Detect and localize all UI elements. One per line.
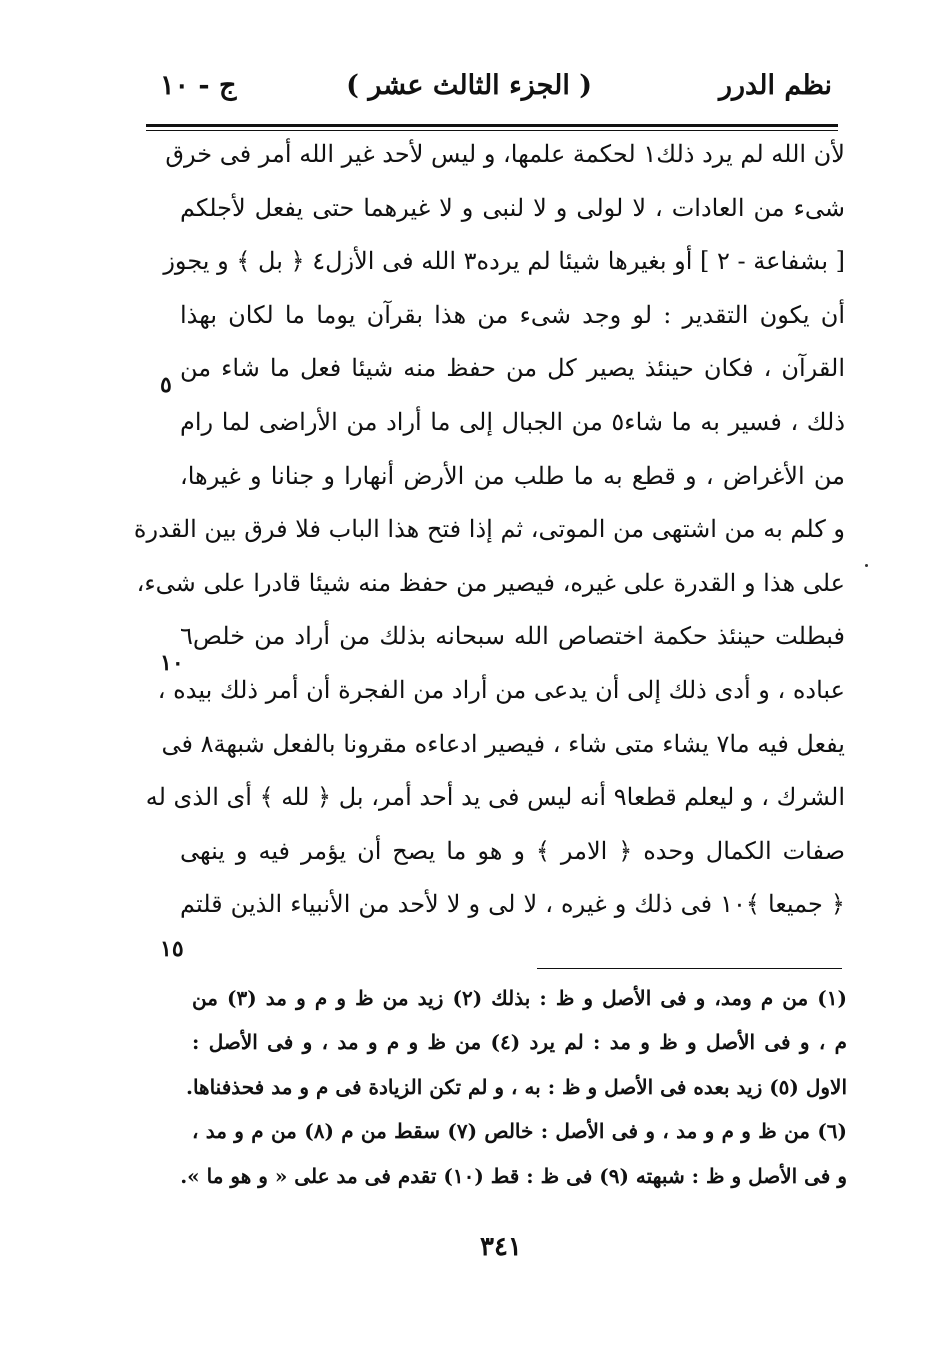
text-line: القرآن ، فكان حينئذ يصير كل من حفظ منه شيئا فعل ما شاء من xyxy=(180,354,845,383)
header-rule-thick xyxy=(146,124,838,127)
line-number-15: ١٥ xyxy=(160,936,184,962)
text-line: صفات الكمال وحده ﴿ الامر ﴾ و هو ما يصح أن يؤمر فيه و ينهى xyxy=(180,836,845,865)
text-line: الشرك ، و ليعلم قطعا٩ أنه ليس فى يد أحد أمر، بل ﴿ لله ﴾ أى الذى له xyxy=(145,783,845,812)
text-line: ذلك ، فسير به ما شاء٥ من الجبال إلى ما أراد من الأراضى لما رام xyxy=(180,407,846,436)
line-number-5: ٥ xyxy=(160,372,172,398)
text-line: من الأغراض ، و قطع به ما طلب من الأرض أنهارا و جنانا و غيرها، xyxy=(180,461,845,490)
running-header xyxy=(160,70,832,116)
text-line: فبطلت حينئذ حكمة اختصاص الله سبحانه بذلك من أراد من خلص٦ xyxy=(180,622,845,651)
volume-number: ج - ١٠ xyxy=(160,70,237,101)
footnotes xyxy=(180,976,848,1198)
text-line: لأن الله لم يرد ذلك١ لحكمة علمها، و ليس لأحد غير الله أمر فى خرق xyxy=(165,140,845,168)
ink-speck xyxy=(865,564,868,567)
text-line: ﴿ جميعا ﴾١٠ فى ذلك و غيره ، لا لى و لا لأحد من الأنبياء الذين قلتم xyxy=(180,890,845,919)
footnote-line: الاول (٥) زيد بعده فى الأصل و ظ : به ، و لم تكن الزيادة فى م و مد فحذفناها. xyxy=(185,1074,847,1099)
line-number-10: ١٠ xyxy=(160,650,184,676)
book-title: نظم الدرر xyxy=(718,70,832,101)
text-line: عباده ، و أدى ذلك إلى أن يدعى من أراد من الفجرة أن أمر ذلك بيده ، xyxy=(157,675,845,704)
text-line: على هذا و القدرة على غيره، فيصير من حفظ منه شيئا قادرا على شىء، xyxy=(136,568,845,597)
footnote-line: (١) من م ومد، و فى الأصل و ظ : بذلك (٢) زيد من ظ و م و مد (٣) من xyxy=(192,986,847,1010)
text-line: [ بشفاعة - ٢ ] أو بغيرها شيئا لم يرده٣ الله فى الأزل٤ ﴿ بل ﴾ و يجوز xyxy=(163,247,845,276)
footnote-line: (٦) من ظ و م و مد ، و فى الأصل : خالص (٧) سقط من م (٨) من م و مد ، xyxy=(192,1119,848,1144)
text-line: و كلم به من اشتهى من الموتى، ثم إذا فتح هذا الباب فلا فرق بين القدرة xyxy=(133,515,845,544)
footnote-line: م ، و فى الأصل و ظ و مد : لم يرد (٤) من ظ و م و مد ، و فى الأصل : xyxy=(192,1030,847,1055)
main-text xyxy=(133,128,846,932)
text-line: شىء من العادات ، لا لولى و لا لنبى و لا غيرهما حتى يفعل لأجلكم xyxy=(180,193,845,222)
part-title: ( الجزء الثالث عشر ) xyxy=(346,70,592,101)
footnote-separator xyxy=(537,968,842,969)
text-line: يفعل فيه ما٧ يشاء متى شاء ، فيصير ادعاءه مقرونا بالفعل شبهة٨ فى xyxy=(161,729,845,758)
footnote-line: و فى الأصل و ظ : شبهته (٩) فى ظ : قط (١٠) تقدم فى مد على « و هو ما ». xyxy=(180,1163,847,1188)
text-line: أن يكون التقدير : لو وجد شىء من هذا بقرآن يوما ما لكان بهذا xyxy=(180,300,845,329)
page-number: ٣٤١ xyxy=(480,1232,522,1262)
